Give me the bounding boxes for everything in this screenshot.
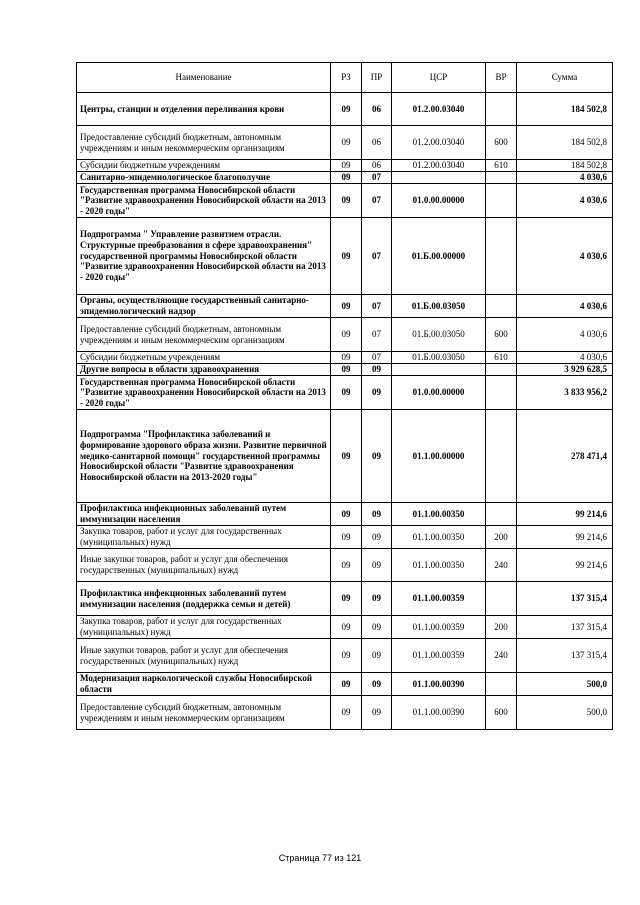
header-rz: РЗ — [331, 63, 362, 93]
cell-rz: 09 — [331, 503, 362, 526]
table-row — [77, 160, 613, 172]
cell-rz: 09 — [331, 184, 362, 218]
cell-pr: 09 — [362, 582, 392, 616]
cell-name: Субсидии бюджетным учреждениям — [77, 160, 331, 172]
cell-sum: 99 214,6 — [517, 503, 613, 526]
cell-rz: 09 — [331, 160, 362, 172]
cell-name: Государственная программа Новосибирской области "Развитие здравоохранения Новосибирской области на 2013 - 2020 годы" — [77, 184, 331, 218]
cell-name: Предоставление субсидий бюджетным, автономным учреждениям и иным некоммерческим организациям — [77, 696, 331, 730]
cell-csr: 01.1.00.00359 — [392, 582, 486, 616]
cell-pr: 09 — [362, 376, 392, 410]
cell-name: Подпрограмма "Профилактика заболеваний и формирование здорового образа жизни. Развитие первичной медико-санитарной помощи" государственной программы Новосибирской области "Развитие здравоохранения Новосибирской области на 2013-2020 годы" — [77, 410, 331, 503]
cell-csr: 01.1.00.00000 — [392, 410, 486, 503]
cell-pr: 07 — [362, 184, 392, 218]
cell-vr — [486, 184, 517, 218]
cell-rz: 09 — [331, 696, 362, 730]
cell-sum: 137 315,4 — [517, 639, 613, 673]
table-row — [77, 673, 613, 696]
cell-pr: 06 — [362, 126, 392, 160]
table-row — [77, 410, 613, 503]
cell-vr: 240 — [486, 639, 517, 673]
cell-csr: 01.2.00.03040 — [392, 93, 486, 126]
cell-sum: 4 030,6 — [517, 184, 613, 218]
cell-name: Другие вопросы в области здравоохранения — [77, 364, 331, 376]
cell-name: Предоставление субсидий бюджетным, автономным учреждениям и иным некоммерческим организациям — [77, 318, 331, 352]
cell-pr: 07 — [362, 218, 392, 295]
table-row — [77, 616, 613, 639]
cell-name: Иные закупки товаров, работ и услуг для обеспечения государственных (муниципальных) нужд — [77, 549, 331, 582]
cell-name: Иные закупки товаров, работ и услуг для обеспечения государственных (муниципальных) нужд — [77, 639, 331, 673]
cell-rz: 09 — [331, 673, 362, 696]
cell-csr: 01.1.00.00390 — [392, 673, 486, 696]
cell-rz: 09 — [331, 582, 362, 616]
cell-sum: 4 030,6 — [517, 318, 613, 352]
cell-vr — [486, 673, 517, 696]
cell-csr: 01.Б.00.03050 — [392, 295, 486, 318]
cell-pr: 09 — [362, 549, 392, 582]
cell-rz: 09 — [331, 549, 362, 582]
table-row — [77, 172, 613, 184]
cell-rz: 09 — [331, 295, 362, 318]
cell-vr: 600 — [486, 696, 517, 730]
table-row — [77, 184, 613, 218]
cell-csr: 01.1.00.00350 — [392, 549, 486, 582]
cell-vr: 600 — [486, 126, 517, 160]
cell-sum: 4 030,6 — [517, 172, 613, 184]
cell-pr: 09 — [362, 673, 392, 696]
cell-vr: 610 — [486, 160, 517, 172]
cell-sum: 4 030,6 — [517, 218, 613, 295]
cell-pr: 09 — [362, 696, 392, 730]
cell-sum: 137 315,4 — [517, 616, 613, 639]
budget-table — [76, 62, 613, 730]
table-row — [77, 318, 613, 352]
cell-csr: 01.2.00.03040 — [392, 126, 486, 160]
table-row — [77, 126, 613, 160]
cell-vr — [486, 218, 517, 295]
cell-name: Государственная программа Новосибирской области "Развитие здравоохранения Новосибирской области на 2013 - 2020 годы" — [77, 376, 331, 410]
cell-sum: 184 502,8 — [517, 160, 613, 172]
cell-sum: 99 214,6 — [517, 526, 613, 549]
cell-vr — [486, 172, 517, 184]
table-row — [77, 503, 613, 526]
cell-csr: 01.1.00.00350 — [392, 503, 486, 526]
header-vr: ВР — [486, 63, 517, 93]
cell-pr: 09 — [362, 364, 392, 376]
cell-csr: 01.1.00.00359 — [392, 639, 486, 673]
cell-sum: 4 030,6 — [517, 352, 613, 364]
header-row — [77, 63, 613, 93]
cell-sum: 3 929 628,5 — [517, 364, 613, 376]
cell-vr — [486, 410, 517, 503]
cell-sum: 137 315,4 — [517, 582, 613, 616]
cell-vr — [486, 364, 517, 376]
table-row — [77, 549, 613, 582]
page-number: Страница 77 из 121 — [278, 853, 362, 863]
table-row — [77, 364, 613, 376]
cell-csr: 01.Б.00.03050 — [392, 318, 486, 352]
cell-vr — [486, 582, 517, 616]
cell-csr: 01.2.00.03040 — [392, 160, 486, 172]
cell-name: Закупка товаров, работ и услуг для государственных (муниципальных) нужд — [77, 616, 331, 639]
cell-name: Профилактика инфекционных заболеваний путем иммунизации населения (поддержка семьи и детей) — [77, 582, 331, 616]
cell-rz: 09 — [331, 410, 362, 503]
cell-sum: 184 502,8 — [517, 126, 613, 160]
cell-pr: 06 — [362, 160, 392, 172]
cell-rz: 09 — [331, 639, 362, 673]
cell-rz: 09 — [331, 364, 362, 376]
cell-pr: 09 — [362, 616, 392, 639]
cell-rz: 09 — [331, 126, 362, 160]
cell-rz: 09 — [331, 218, 362, 295]
cell-sum: 4 030,6 — [517, 295, 613, 318]
cell-sum: 278 471,4 — [517, 410, 613, 503]
cell-rz: 09 — [331, 526, 362, 549]
header-sum: Сумма — [517, 63, 613, 93]
cell-vr: 240 — [486, 549, 517, 582]
cell-rz: 09 — [331, 93, 362, 126]
cell-sum: 3 833 956,2 — [517, 376, 613, 410]
cell-name: Закупка товаров, работ и услуг для государственных (муниципальных) нужд — [77, 526, 331, 549]
cell-name: Предоставление субсидий бюджетным, автономным учреждениям и иным некоммерческим организациям — [77, 126, 331, 160]
cell-rz: 09 — [331, 318, 362, 352]
cell-sum: 500,0 — [517, 696, 613, 730]
table-row — [77, 639, 613, 673]
cell-csr: 01.1.00.00359 — [392, 616, 486, 639]
cell-pr: 06 — [362, 93, 392, 126]
table-row — [77, 352, 613, 364]
table-row — [77, 295, 613, 318]
table-row — [77, 526, 613, 549]
cell-rz: 09 — [331, 376, 362, 410]
table-row — [77, 376, 613, 410]
cell-name: Модернизация наркологической службы Новосибирской области — [77, 673, 331, 696]
cell-csr — [392, 172, 486, 184]
header-csr: ЦСР — [392, 63, 486, 93]
cell-vr: 610 — [486, 352, 517, 364]
cell-vr — [486, 295, 517, 318]
cell-csr: 01.0.00.00000 — [392, 184, 486, 218]
cell-csr: 01.0.00.00000 — [392, 376, 486, 410]
cell-vr: 200 — [486, 616, 517, 639]
cell-rz: 09 — [331, 352, 362, 364]
cell-vr: 200 — [486, 526, 517, 549]
cell-name: Центры, станции и отделения переливания крови — [77, 93, 331, 126]
cell-name: Субсидии бюджетным учреждениям — [77, 352, 331, 364]
cell-pr: 07 — [362, 352, 392, 364]
header-name: Наименование — [77, 63, 331, 93]
table-row — [77, 218, 613, 295]
cell-sum: 99 214,6 — [517, 549, 613, 582]
cell-vr — [486, 503, 517, 526]
cell-pr: 09 — [362, 639, 392, 673]
cell-csr: 01.Б.00.03050 — [392, 352, 486, 364]
cell-csr: 01.1.00.00390 — [392, 696, 486, 730]
cell-csr: 01.Б.00.00000 — [392, 218, 486, 295]
cell-pr: 09 — [362, 410, 392, 503]
cell-sum: 500,0 — [517, 673, 613, 696]
cell-vr — [486, 93, 517, 126]
cell-pr: 07 — [362, 318, 392, 352]
cell-pr: 07 — [362, 172, 392, 184]
cell-rz: 09 — [331, 172, 362, 184]
cell-vr — [486, 376, 517, 410]
table-row — [77, 93, 613, 126]
cell-csr: 01.1.00.00350 — [392, 526, 486, 549]
cell-name: Органы, осуществляющие государственный санитарно-эпидемиологический надзор — [77, 295, 331, 318]
cell-pr: 07 — [362, 295, 392, 318]
cell-pr: 09 — [362, 503, 392, 526]
header-pr: ПР — [362, 63, 392, 93]
cell-name: Подпрограмма " Управление развитием отрасли. Структурные преобразования в сфере здравоохранения" государственной программы Новосибирской области "Развитие здравоохранения Новосибирской области на 2013 - 2020 годы" — [77, 218, 331, 295]
cell-rz: 09 — [331, 616, 362, 639]
cell-name: Санитарно-эпидемиологическое благополучие — [77, 172, 331, 184]
cell-vr: 600 — [486, 318, 517, 352]
table-row — [77, 582, 613, 616]
cell-csr — [392, 364, 486, 376]
cell-pr: 09 — [362, 526, 392, 549]
cell-name: Профилактика инфекционных заболеваний путем иммунизации населения — [77, 503, 331, 526]
table-row — [77, 696, 613, 730]
cell-sum: 184 502,8 — [517, 93, 613, 126]
